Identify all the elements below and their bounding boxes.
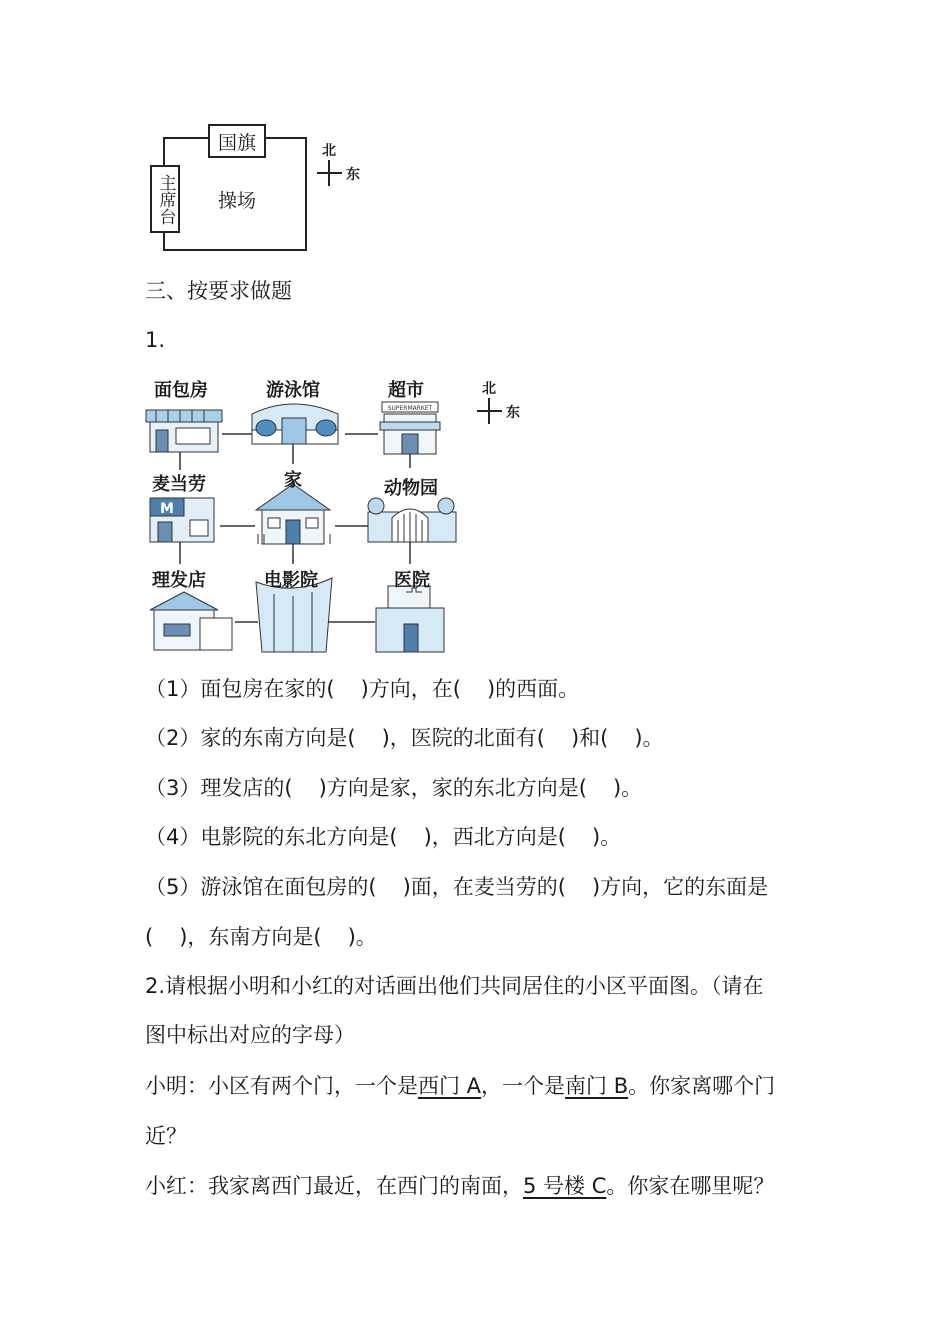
home-icon bbox=[256, 484, 330, 544]
flag-label: 国旗 bbox=[217, 131, 256, 154]
mcdonalds-icon bbox=[150, 498, 214, 542]
compass bbox=[316, 140, 366, 190]
q1-item-2: （2）家的东南方向是( )，医院的北面有( )和( )。 bbox=[145, 726, 664, 750]
q1-item-5: （5）游泳馆在面包房的( )面，在麦当劳的( )方向，它的东面是 bbox=[145, 875, 769, 899]
q2-line-2: 图中标出对应的字母） bbox=[145, 1023, 355, 1047]
xiaoming-line-2: 近？ bbox=[145, 1124, 187, 1148]
q1-map bbox=[140, 372, 530, 657]
q1-compass-east: 东 bbox=[506, 405, 520, 421]
label-supermarket: 超市 bbox=[388, 380, 424, 401]
flag-box bbox=[208, 124, 266, 158]
stand-label: 主席台 bbox=[155, 173, 176, 225]
field-label: 操场 bbox=[218, 190, 257, 212]
pool-icon bbox=[252, 404, 338, 444]
q1-compass bbox=[476, 378, 526, 428]
q1-item-5-cont: ( )，东南方向是( )。 bbox=[145, 925, 377, 949]
label-zoo: 动物园 bbox=[384, 478, 438, 499]
q1-compass-cross-icon bbox=[476, 396, 506, 426]
q1-compass-north: 北 bbox=[482, 381, 496, 397]
playground-map bbox=[150, 120, 370, 255]
zoo-icon bbox=[368, 498, 456, 542]
label-bakery: 面包房 bbox=[154, 380, 208, 401]
barber-icon bbox=[150, 592, 232, 650]
stand-box bbox=[150, 165, 180, 233]
supermarket-sign: SUPERMARKET bbox=[387, 405, 433, 412]
label-pool: 游泳馆 bbox=[266, 380, 320, 401]
xiaohong-line: 小红：我家离西门最近，在西门的南面，5 号楼 C。你家在哪里呢？ bbox=[145, 1174, 775, 1198]
label-hospital: 医院 bbox=[394, 570, 430, 591]
q1-item-4: （4）电影院的东北方向是( )，西北方向是( )。 bbox=[145, 825, 622, 849]
svg-text:M: M bbox=[160, 501, 174, 517]
q2-line-1: 2.请根据小明和小红的对话画出他们共同居住的小区平面图。（请在 bbox=[145, 974, 764, 998]
label-home: 家 bbox=[284, 470, 302, 491]
label-barber: 理发店 bbox=[152, 570, 206, 591]
compass-east: 东 bbox=[346, 167, 360, 183]
compass-north: 北 bbox=[322, 143, 336, 159]
label-cinema: 电影院 bbox=[264, 570, 318, 591]
label-mcdonalds: 麦当劳 bbox=[152, 474, 206, 495]
hospital-icon bbox=[376, 586, 444, 652]
q1-number: 1. bbox=[145, 328, 166, 352]
q1-map-connectors bbox=[140, 372, 530, 657]
q1-item-1: （1）面包房在家的( )方向，在( )的西面。 bbox=[145, 677, 580, 701]
compass-cross-icon bbox=[316, 158, 346, 188]
bakery-icon bbox=[146, 410, 222, 452]
xiaoming-line-1: 小明：小区有两个门，一个是西门 A，一个是南门 B。你家离哪个门 bbox=[145, 1074, 776, 1098]
q1-item-3: （3）理发店的( )方向是家，家的东北方向是( )。 bbox=[145, 776, 643, 800]
section-title: 三、按要求做题 bbox=[145, 279, 292, 303]
